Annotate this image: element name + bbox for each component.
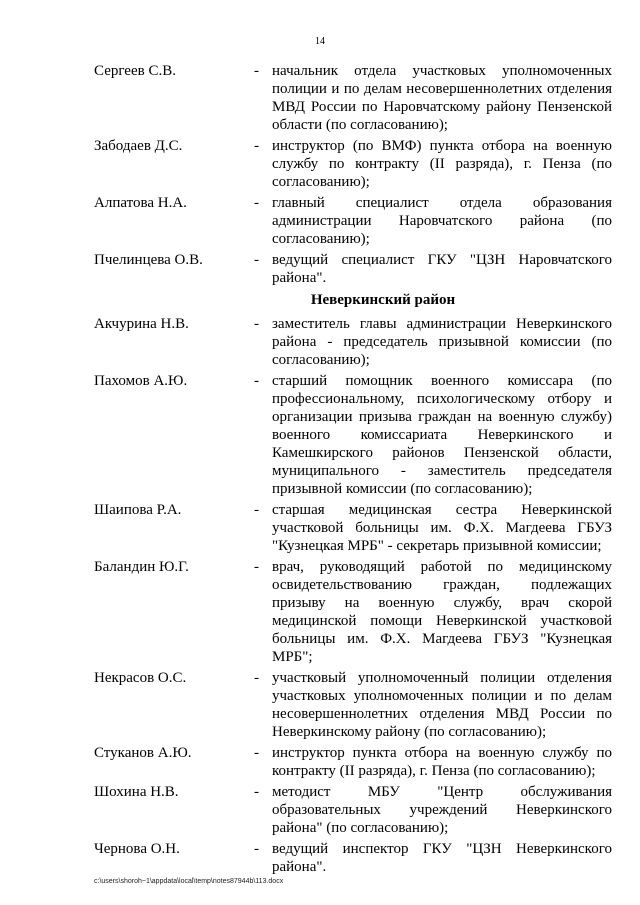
commission-group	[94, 62, 612, 287]
dash-separator: -	[254, 138, 259, 154]
member-name: Акчурина Н.В.	[94, 316, 189, 332]
member-entry	[94, 744, 612, 780]
member-name: Баландин Ю.Г.	[94, 559, 189, 575]
dash-separator: -	[254, 373, 259, 389]
member-role: старший помощник военного комиссара (по профессиональному, психологическому отбору и организации призыва граждан на военную службу) военного комиссариата Неверкинского и Камешкирского районов Пензенской области, муниципального - заместитель председателя призывной комиссии (по согласованию);	[272, 373, 612, 497]
section-heading: Неверкинский район	[310, 292, 456, 308]
member-entry	[94, 558, 612, 666]
member-entry	[94, 194, 612, 248]
document-body	[94, 62, 612, 879]
member-entry	[94, 62, 612, 134]
dash-separator: -	[254, 316, 259, 332]
member-name: Пахомов А.Ю.	[94, 373, 188, 389]
dash-separator: -	[254, 745, 259, 761]
member-role: начальник отдела участковых уполномоченных полиции и по делам несовершеннолетних отделения МВД России по Наровчатскому району Пензенской области (по согласованию);	[272, 63, 612, 133]
member-name: Пчелинцева О.В.	[94, 252, 203, 268]
member-entry	[94, 669, 612, 741]
member-name: Шаипова Р.А.	[94, 502, 182, 518]
member-role: ведущий специалист ГКУ "ЦЗН Наровчатского района".	[272, 252, 612, 286]
dash-separator: -	[254, 63, 259, 79]
member-role: методист МБУ "Центр обслуживания образовательных учреждений Неверкинского района" (по согласованию);	[272, 784, 612, 836]
dash-separator: -	[254, 502, 259, 518]
page-number: 14	[315, 36, 325, 47]
member-name: Некрасов О.С.	[94, 670, 187, 686]
member-name: Чернова О.Н.	[94, 841, 180, 857]
dash-separator: -	[254, 559, 259, 575]
member-role: старшая медицинская сестра Неверкинской участковой больницы им. Ф.Х. Магдеева ГБУЗ "Кузнецкая МРБ" - секретарь призывной комиссии;	[272, 502, 612, 554]
member-entry	[94, 251, 612, 287]
member-role: участковый уполномоченный полиции отделения участковых уполномоченных полиции и по делам несовершеннолетних отделения МВД России по Неверкинскому району (по согласованию);	[272, 670, 612, 740]
member-role: заместитель главы администрации Неверкинского района - председатель призывной комиссии (по согласованию);	[272, 316, 612, 368]
file-path-footer: c:\users\shoroh~1\appdata\local\temp\notes87944b\113.docx	[94, 878, 284, 885]
member-name: Забодаев Д.С.	[94, 138, 183, 154]
member-name: Шохина Н.В.	[94, 784, 179, 800]
member-role: главный специалист отдела образования администрации Наровчатского района (по согласованию);	[272, 195, 612, 247]
dash-separator: -	[254, 252, 259, 268]
member-name: Стуканов А.Ю.	[94, 745, 192, 761]
member-role: инструктор пункта отбора на военную службу по контракту (II разряда), г. Пенза (по согласованию);	[272, 745, 612, 779]
dash-separator: -	[254, 670, 259, 686]
commission-group	[94, 291, 612, 876]
member-entry	[94, 372, 612, 498]
dash-separator: -	[254, 784, 259, 800]
member-entry	[94, 501, 612, 555]
dash-separator: -	[254, 841, 259, 857]
member-role: инструктор (по ВМФ) пункта отбора на военную службу по контракту (II разряда), г. Пенза (по согласованию);	[272, 138, 612, 190]
dash-separator: -	[254, 195, 259, 211]
member-name: Алпатова Н.А.	[94, 195, 187, 211]
member-role: врач, руководящий работой по медицинскому освидетельствованию граждан, подлежащих призыву на военную службу, врач скорой медицинской помощи Неверкинской участковой больницы им. Ф.Х. Магдеева ГБУЗ "Кузнецкая МРБ";	[272, 559, 612, 665]
member-entry	[94, 315, 612, 369]
member-entry	[94, 783, 612, 837]
member-entry	[94, 840, 612, 876]
member-entry	[94, 137, 612, 191]
member-name: Сергеев С.В.	[94, 63, 176, 79]
member-role: ведущий инспектор ГКУ "ЦЗН Неверкинского района".	[272, 841, 612, 875]
